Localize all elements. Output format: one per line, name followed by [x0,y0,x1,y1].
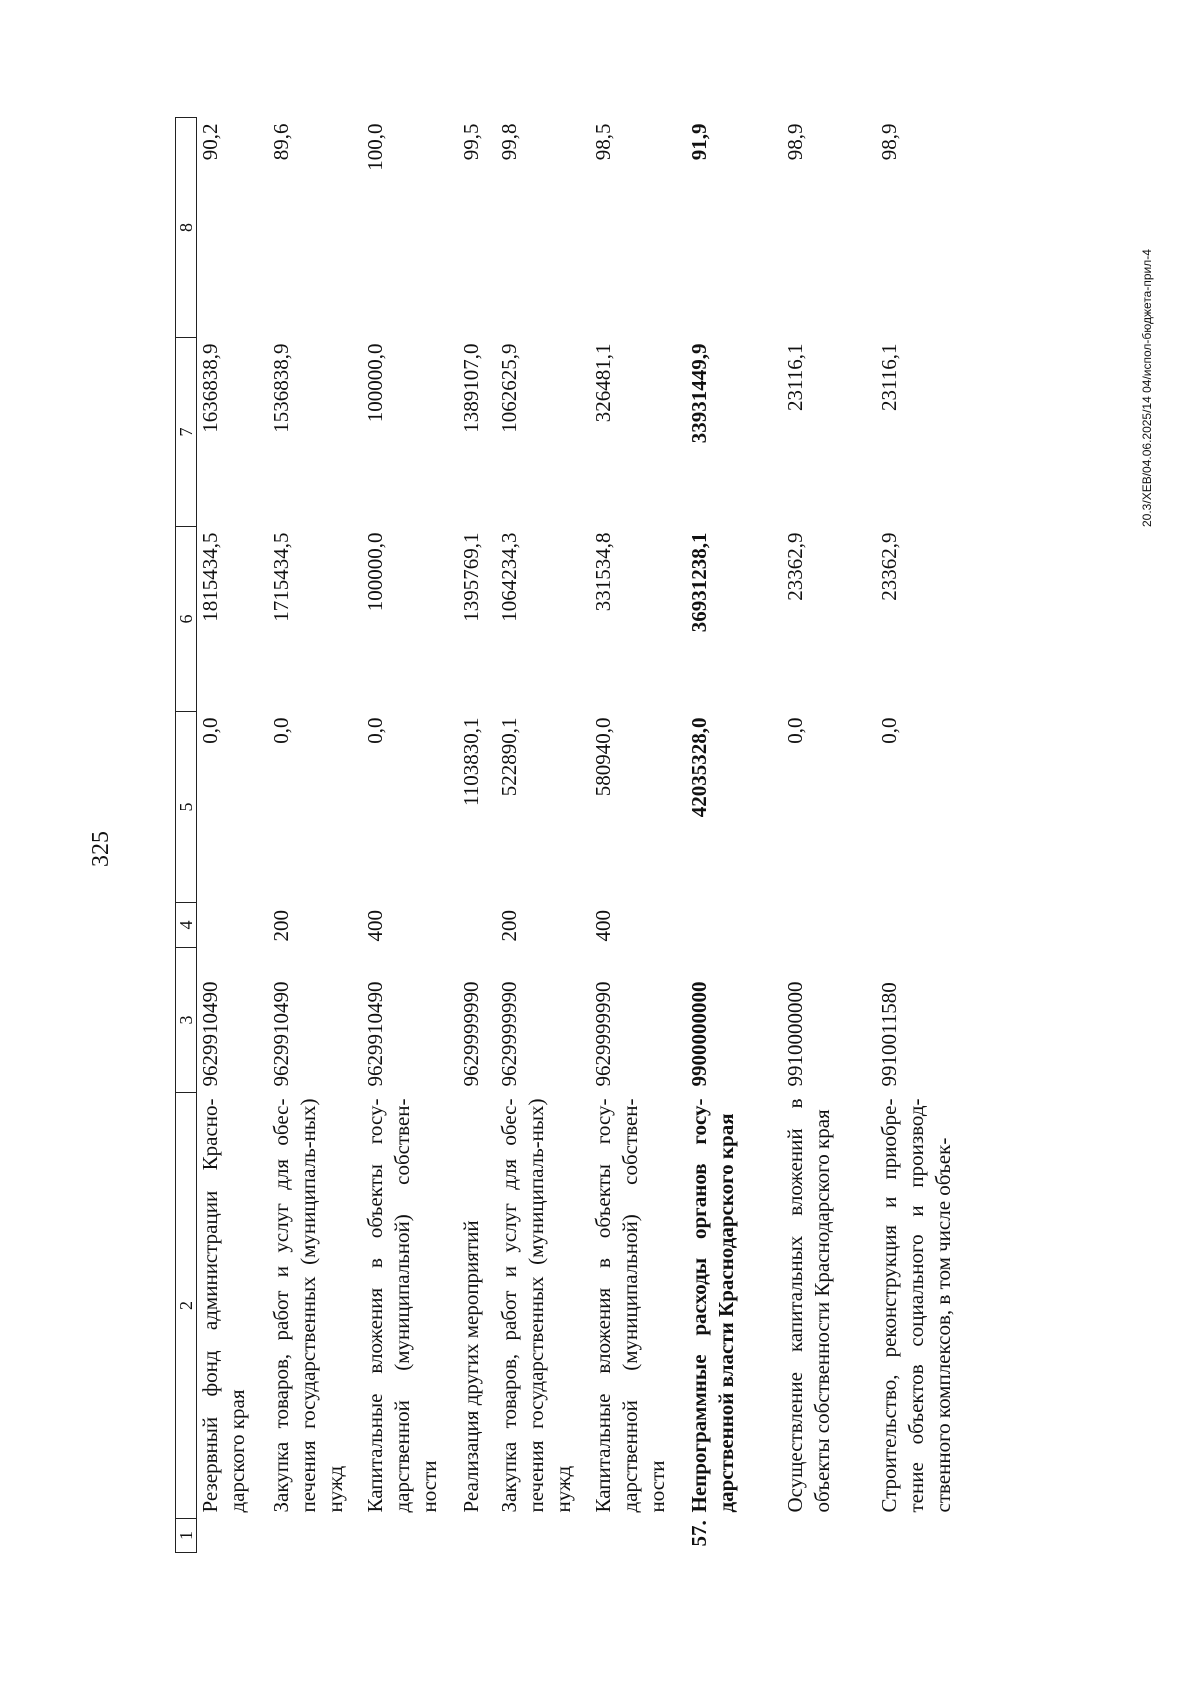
table-row [453,118,491,1553]
row-value-5: 0,0 [782,717,807,744]
table-row [357,118,453,1553]
row-value-7: 33931449,9 [686,343,711,444]
page-number: 325 [88,831,114,867]
row-type: 200 [268,910,293,942]
row-value-5: 580940,0 [590,717,615,797]
row-number [357,1519,453,1553]
row-value-6: 331534,8 [590,532,615,612]
table-row [585,118,681,1553]
row-name: Капитальные вложения в объекты госу-дарственной (муниципальной) собствен-ности [590,1098,669,1513]
row-value-8: 99,8 [496,123,521,161]
row-type: 400 [362,910,387,942]
row-value-8: 90,2 [198,123,222,161]
row-number [777,1519,871,1553]
row-code: 9629999990 [458,981,483,1087]
table-row-section [681,118,777,1553]
header-cell: 3 [176,948,197,1093]
row-value-7: 100000,0 [362,343,387,423]
row-value-7: 326481,1 [590,343,615,423]
row-type [777,903,871,948]
row-type: 200 [496,910,521,942]
row-name: Реализация других мероприятий [458,1220,483,1513]
row-type: 400 [590,910,615,942]
row-value-5: 522890,1 [496,717,521,797]
row-value-6: 1064234,3 [496,532,521,622]
header-row [176,118,197,1553]
row-value-8: 98,9 [876,123,901,161]
row-type [453,903,491,948]
row-value-5: 42035328,0 [686,717,711,818]
header-cell: 1 [176,1519,197,1553]
row-value-6: 36931238,1 [686,532,711,633]
row-value-8: 99,5 [458,123,483,161]
header-cell: 7 [176,338,197,527]
row-code: 9629910490 [362,981,387,1087]
row-name: Закупка товаров, работ и услуг для обес-печения государственных (муниципаль-ных) нужд [496,1098,575,1513]
row-value-5: 0,0 [198,717,222,744]
row-number: 57. [686,1520,711,1547]
row-code: 9900000000 [686,981,711,1087]
row-value-7: 23116,1 [782,343,807,411]
header-cell: 2 [176,1093,197,1519]
row-name: Резервный фонд администрации Красно-дарского края [198,1098,249,1513]
row-value-6: 23362,9 [876,532,901,601]
row-name: Непрограммные расходы органов госу-дарственной власти Краснодарского края [686,1098,738,1513]
row-number [585,1519,681,1553]
row-value-7: 1636838,9 [198,343,222,433]
row-code: 9629910490 [198,981,222,1087]
row-value-6: 1715434,5 [268,532,293,622]
row-code: 9910011580 [876,982,901,1087]
row-number [263,1519,357,1553]
row-value-5: 1103830,1 [458,717,483,806]
header-cell: 8 [176,118,197,338]
row-value-8: 100,0 [362,123,387,171]
row-name: Строительство, реконструкция и приобре-тение объектов социального и производ-ственного комплексов, в том числе объек- [876,1098,955,1513]
row-value-6: 23362,9 [782,532,807,601]
row-value-8: 91,9 [686,123,711,161]
row-value-6: 100000,0 [362,532,387,612]
row-value-8: 89,6 [268,123,293,161]
row-value-8: 98,9 [782,123,807,161]
header-cell: 4 [176,903,197,948]
table-row [491,118,585,1553]
row-value-8: 98,5 [590,123,615,161]
row-value-6: 1395769,1 [458,532,483,622]
row-number [453,1519,491,1553]
row-name: Капитальные вложения в объекты госу-дарственной (муниципальной) собствен-ности [362,1098,441,1513]
table-row [263,118,357,1553]
row-value-7: 1062625,9 [496,343,521,433]
row-type [681,903,777,948]
header-cell: 5 [176,712,197,903]
row-value-7: 1389107,0 [458,343,483,433]
header-cell: 6 [176,527,197,712]
row-code: 9910000000 [782,981,807,1087]
row-value-5: 0,0 [362,717,387,744]
row-code: 9629999990 [590,981,615,1087]
row-number [197,1519,263,1553]
row-number [871,1519,961,1553]
table-row [777,118,871,1553]
row-type [871,903,961,948]
row-value-6: 1815434,5 [198,532,222,622]
row-type [197,903,263,948]
table-row [197,118,263,1553]
footer-document-code: 20.3/ХЕВ/04.06.2025/14 04/испол-бюджета-прил-4 [1140,249,1154,527]
row-code: 9629999990 [496,981,521,1087]
row-value-5: 0,0 [876,717,901,744]
row-name: Закупка товаров, работ и услуг для обес-печения государственных (муниципаль-ных) нужд [268,1098,347,1513]
row-name: Осуществление капитальных вложений в объекты собственности Краснодарского края [782,1098,834,1513]
row-number [491,1519,585,1553]
row-value-7: 1536838,9 [268,343,293,433]
budget-table [175,117,961,1553]
row-value-5: 0,0 [268,717,293,744]
row-value-7: 23116,1 [876,343,901,411]
table-row [871,118,961,1553]
row-code: 9629910490 [268,981,293,1087]
